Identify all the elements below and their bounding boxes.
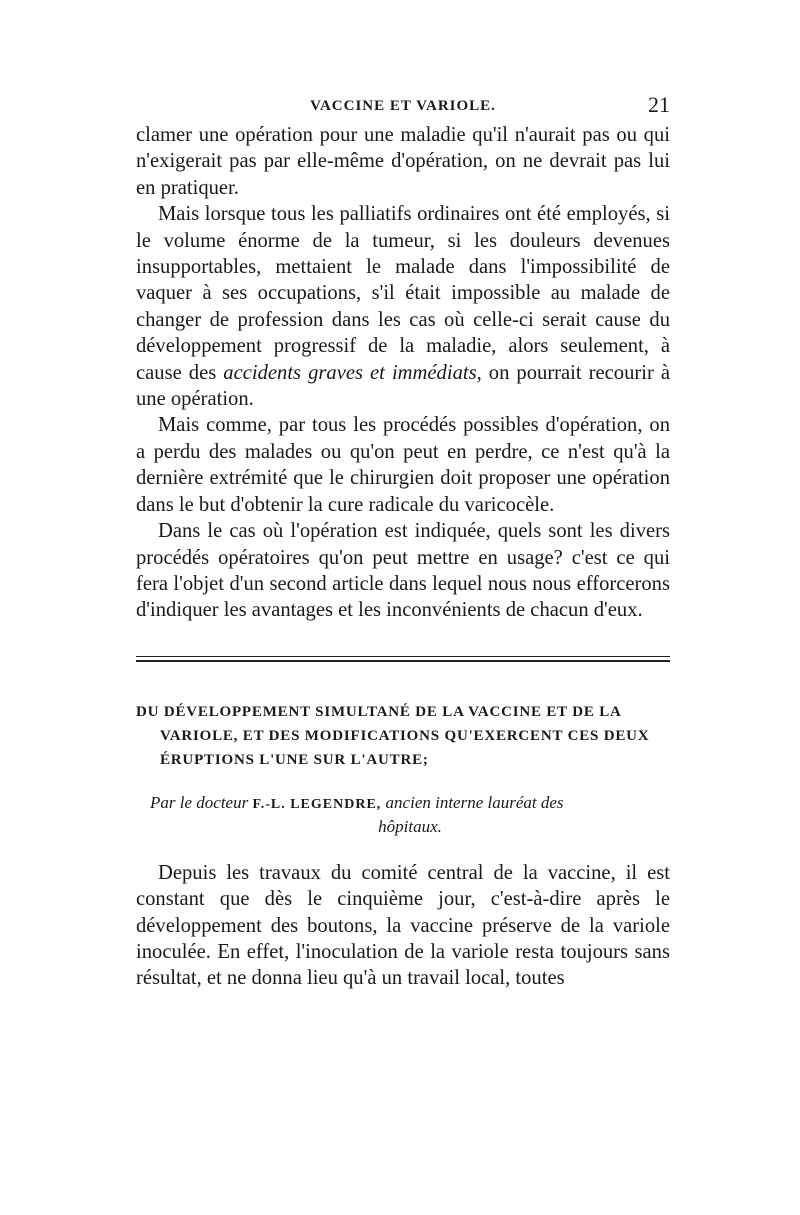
byline-suffix: ancien interne lauréat des: [381, 792, 564, 812]
paragraph: Depuis les travaux du comité central de la vaccine, il est constant que dès le cinquième jour, c'est-à-dire après le développement des boutons, la vaccine préserve de la variole inoculée. En effet, l'inoculation de la variole resta toujours sans résultat, et ne donna lieu qu'à un travail local, toutes: [136, 861, 670, 990]
author-name: F.-L. LEGENDRE,: [252, 796, 382, 812]
paragraph-text: , on pourrait recourir à une opération.: [136, 361, 671, 411]
article-title-line: ÉRUPTIONS L'UNE SUR L'AUTRE;: [160, 751, 429, 768]
paragraph: clamer une opération pour une maladie qu'il n'aurait pas ou qui n'exigerait pas par elle-même d'opération, on ne devrait pas lui en pratiquer.: [136, 124, 670, 199]
running-title: VACCINE ET VARIOLE.: [310, 98, 496, 114]
page-number: 21: [648, 92, 670, 117]
document-page: [136, 92, 670, 992]
article-body: [136, 860, 670, 992]
paragraph: Mais comme, par tous les procédés possibles d'opération, on a perdu des malades ou qu'on peut en perdre, ce n'est qu'à la dernière extrémité que le chirurgien doit proposer une opération dans le but d'obtenir la cure radicale du varicocèle.: [136, 414, 670, 516]
section-divider: [136, 656, 670, 662]
byline-prefix: Par le docteur: [150, 792, 253, 812]
divider-line: [136, 660, 670, 662]
previous-article-text: [136, 122, 670, 624]
paragraph-text: Mais lorsque tous les palliatifs ordinaires ont été employés, si le volume énorme de la tumeur, si les douleurs devenues insupportables, mettaient le malade dans l'impossibilité de vaquer à ses occupations, s'il était impossible au malade de changer de profession dans les cas où celle-ci serait cause du développement progressif de la maladie, alors seulement, à cause des: [136, 203, 670, 384]
paragraph: Dans le cas où l'opération est indiquée, quels sont les divers procédés opératoires qu'on peut mettre en usage? c'est ce qui fera l'objet d'un second article dans lequel nous nous efforcerons d'indiquer les avantages et les inconvénients de chacun d'eux.: [136, 520, 670, 622]
byline: [136, 792, 670, 838]
emphasized-text: accidents graves et immédiats: [223, 361, 477, 384]
article-title-line: DU DÉVELOPPEMENT SIMULTANÉ DE LA VACCINE ET DE LA: [136, 703, 622, 720]
byline-line: hôpitaux.: [378, 816, 442, 836]
article-title: [136, 700, 670, 772]
divider-line: [136, 656, 670, 657]
paragraph: [136, 201, 670, 412]
article-title-line: VARIOLE, ET DES MODIFICATIONS QU'EXERCENT CES DEUX: [160, 727, 650, 744]
running-header: [136, 92, 670, 120]
